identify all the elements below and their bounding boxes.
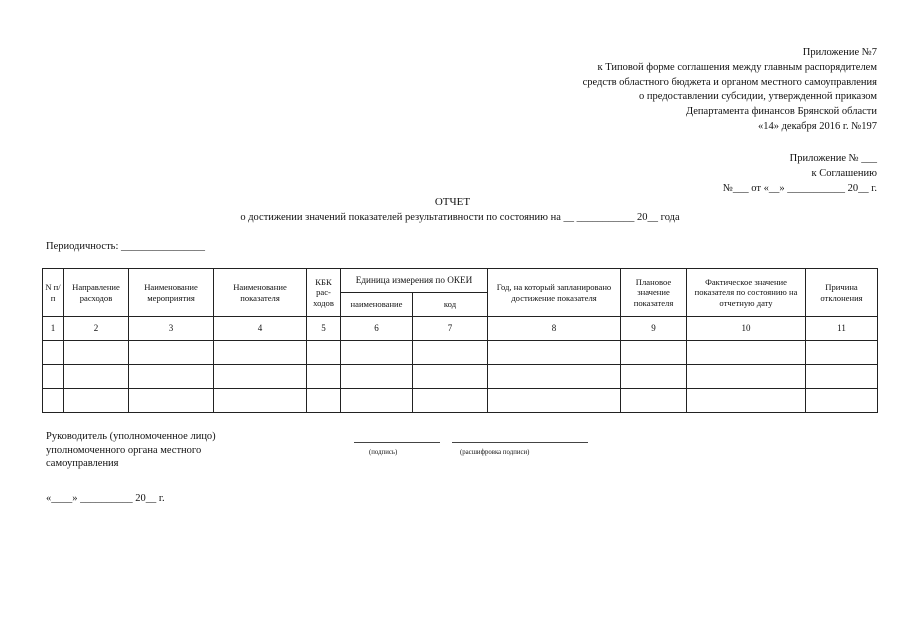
table-cell — [413, 389, 488, 413]
table-cell — [214, 365, 307, 389]
agreement-appendix-header — [723, 152, 877, 196]
table-row — [43, 365, 878, 389]
column-number: 9 — [621, 317, 687, 341]
table-cell — [621, 365, 687, 389]
table-cell — [806, 365, 878, 389]
table-cell — [488, 389, 621, 413]
table-cell — [307, 341, 341, 365]
table-header-row — [43, 269, 878, 293]
table-cell — [621, 341, 687, 365]
table-cell — [129, 389, 214, 413]
header-direction: Направление расходов — [64, 269, 129, 317]
appendix-line: Приложение №7 — [802, 47, 877, 58]
table-cell — [687, 341, 806, 365]
table-cell — [687, 365, 806, 389]
table-cell — [307, 389, 341, 413]
signature-decode-underline — [452, 442, 588, 443]
column-number: 8 — [488, 317, 621, 341]
table-cell — [64, 389, 129, 413]
table-cell — [413, 341, 488, 365]
table-cell — [214, 389, 307, 413]
table-cell — [341, 341, 413, 365]
header-num: N п/п — [43, 269, 64, 317]
table-cell — [43, 389, 64, 413]
table-cell — [806, 389, 878, 413]
table-cell — [341, 389, 413, 413]
table-row — [43, 341, 878, 365]
agreement-appendix-line: Приложение № ___ — [789, 153, 877, 164]
table-cell — [64, 365, 129, 389]
column-number: 5 — [307, 317, 341, 341]
table-cell — [488, 365, 621, 389]
header-indicator: Наименование показателя — [214, 269, 307, 317]
results-table — [42, 268, 878, 413]
appendix-header — [583, 46, 877, 135]
appendix-line: к Типовой форме соглашения между главным распорядителем — [597, 61, 877, 73]
signature-line: Руководитель (уполномоченное лицо) — [46, 431, 216, 442]
signature-decode-caption: (расшифровка подписи) — [460, 449, 530, 456]
column-number: 2 — [64, 317, 129, 341]
header-year: Год, на который запланировано достижение показателя — [488, 269, 621, 317]
header-reason: Причина отклонения — [806, 269, 878, 317]
table-cell — [307, 365, 341, 389]
table-cell — [806, 341, 878, 365]
column-number: 11 — [806, 317, 878, 341]
column-number: 10 — [687, 317, 806, 341]
table-body — [43, 341, 878, 413]
report-subtitle: о достижении значений показателей результативности по состоянию на __ ___________ 20__ года — [240, 212, 680, 223]
column-number: 7 — [413, 317, 488, 341]
column-number: 6 — [341, 317, 413, 341]
table-cell — [129, 341, 214, 365]
signature-underline — [354, 442, 440, 443]
appendix-line: «14» декабря 2016 г. №197 — [757, 120, 877, 132]
agreement-appendix-line: к Соглашению — [811, 167, 877, 179]
signature-line: самоуправления — [46, 458, 119, 469]
column-number: 1 — [43, 317, 64, 341]
table-cell — [43, 365, 64, 389]
signature-caption: (подпись) — [369, 449, 398, 456]
signature-line: уполномоченного органа местного — [46, 444, 202, 456]
table-cell — [488, 341, 621, 365]
header-unit-name: наименование — [341, 293, 413, 317]
table-cell — [687, 389, 806, 413]
header-actual: Фактическое значение показателя по состоянию на отчетную дату — [687, 269, 806, 317]
signature-block — [46, 430, 216, 471]
appendix-line: средств областного бюджета и органом местного самоуправления — [582, 76, 877, 88]
date-line: «____» __________ 20__ г. — [46, 493, 165, 504]
header-unit: Единица измерения по ОКЕИ — [341, 269, 488, 293]
table-cell — [214, 341, 307, 365]
header-kbk: КБК рас-ходов — [307, 269, 341, 317]
periodicity-label: Периодичность: ________________ — [46, 241, 206, 252]
header-event: Наименование мероприятия — [129, 269, 214, 317]
appendix-line: Департамента финансов Брянской области — [685, 106, 877, 118]
table-cell — [413, 365, 488, 389]
column-number: 3 — [129, 317, 214, 341]
table-cell — [621, 389, 687, 413]
column-number: 4 — [214, 317, 307, 341]
agreement-appendix-line: №___ от «__» ___________ 20__ г. — [722, 182, 877, 194]
header-unit-code: код — [413, 293, 488, 317]
column-number-row — [43, 317, 878, 341]
table-cell — [43, 341, 64, 365]
header-planned: Плановое значение показателя — [621, 269, 687, 317]
appendix-line: о предоставлении субсидии, утвержденной приказом — [639, 91, 877, 103]
report-title: ОТЧЕТ — [434, 196, 471, 208]
table-row — [43, 389, 878, 413]
table-cell — [64, 341, 129, 365]
table-cell — [129, 365, 214, 389]
table-cell — [341, 365, 413, 389]
